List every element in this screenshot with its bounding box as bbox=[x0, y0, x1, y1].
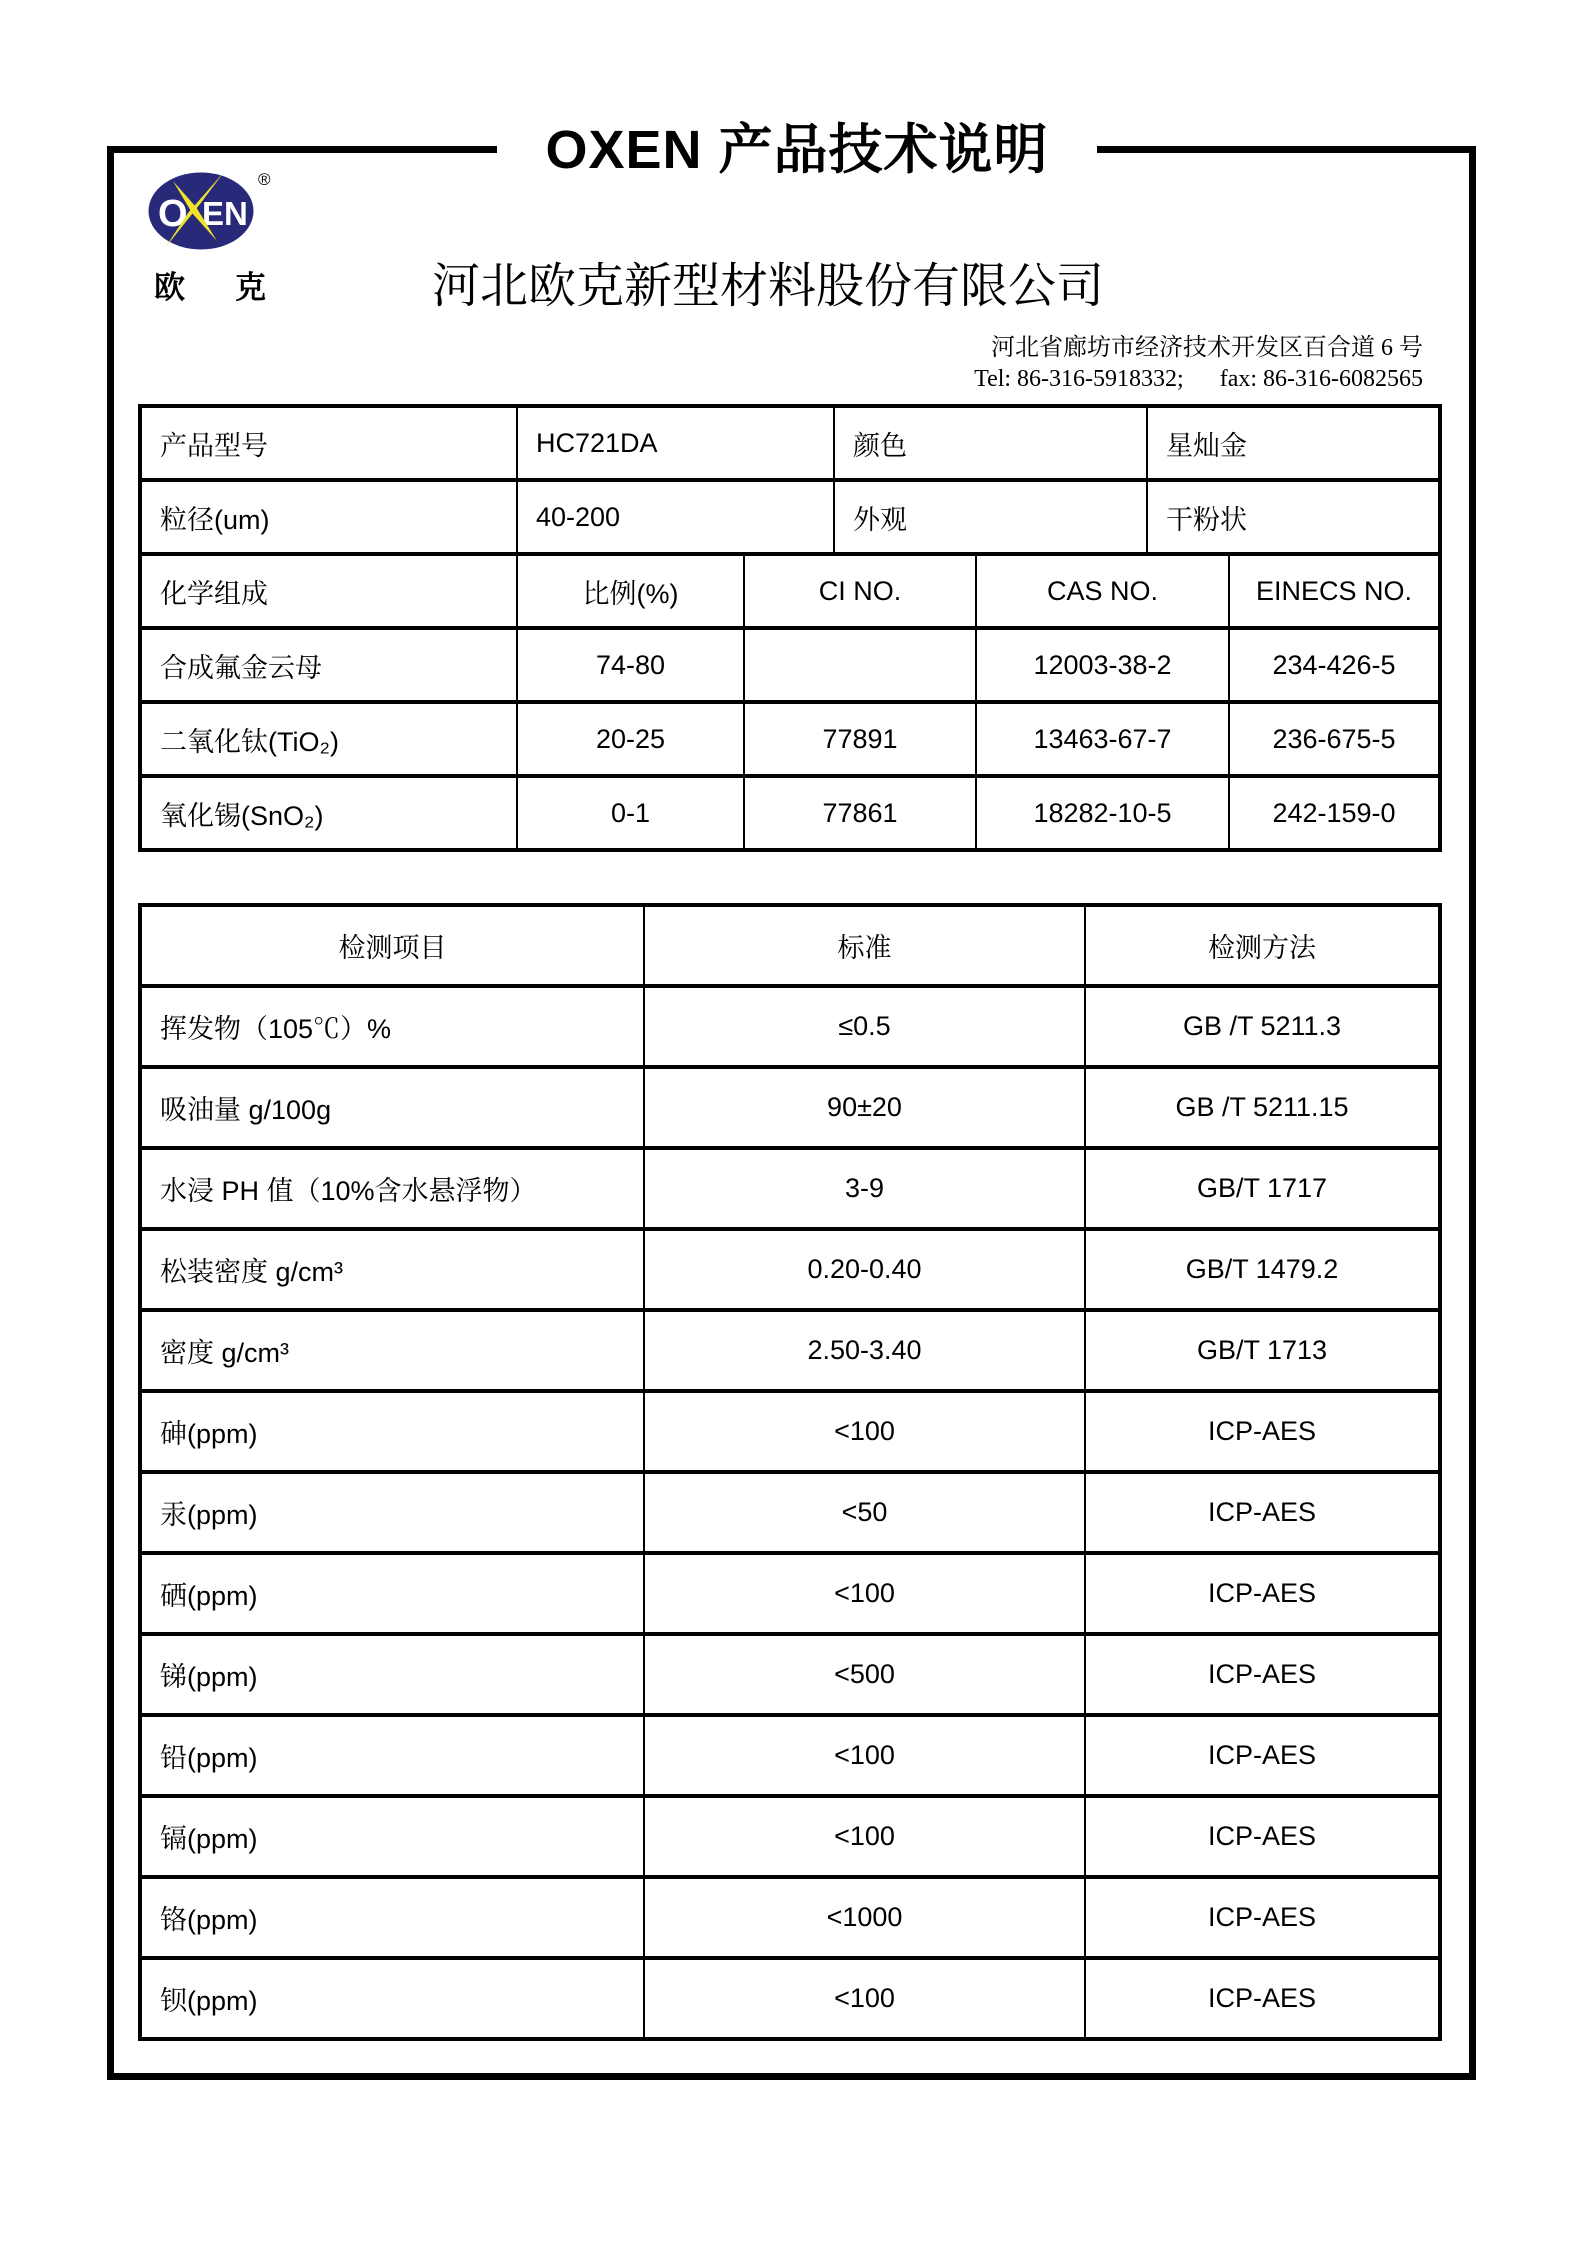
table-row bbox=[140, 1877, 1440, 1958]
table-cell: 0.20-0.40 bbox=[644, 1229, 1085, 1310]
table-row bbox=[140, 480, 1440, 554]
table-header-cell: 检测方法 bbox=[1085, 905, 1440, 986]
table-cell: <1000 bbox=[644, 1877, 1085, 1958]
company-contact bbox=[974, 333, 1423, 395]
table-cell: 12003-38-2 bbox=[976, 628, 1229, 702]
logo-caption bbox=[148, 260, 270, 307]
table-cell: 颜色 bbox=[834, 406, 1147, 480]
table-cell: 2.50-3.40 bbox=[644, 1310, 1085, 1391]
table-cell: 干粉状 bbox=[1147, 480, 1440, 554]
table-row bbox=[140, 702, 1440, 776]
table-header-cell: 化学组成 bbox=[140, 554, 517, 628]
table-cell: 合成氟金云母 bbox=[140, 628, 517, 702]
table-cell: 汞(ppm) bbox=[140, 1472, 644, 1553]
table-cell: ICP-AES bbox=[1085, 1634, 1440, 1715]
table-cell bbox=[744, 628, 976, 702]
content-frame bbox=[107, 146, 1476, 2080]
test-table-section bbox=[138, 903, 1438, 2041]
table-cell: <500 bbox=[644, 1634, 1085, 1715]
table-cell: GB/T 1713 bbox=[1085, 1310, 1440, 1391]
table-cell: <100 bbox=[644, 1391, 1085, 1472]
table-cell: 236-675-5 bbox=[1229, 702, 1440, 776]
table-cell: 钡(ppm) bbox=[140, 1958, 644, 2039]
svg-text:O: O bbox=[158, 193, 188, 235]
table-header-cell: CI NO. bbox=[744, 554, 976, 628]
table-cell: ICP-AES bbox=[1085, 1715, 1440, 1796]
table-header-cell: 比例(%) bbox=[517, 554, 744, 628]
table-cell: ICP-AES bbox=[1085, 1472, 1440, 1553]
table-row bbox=[140, 1067, 1440, 1148]
table-cell: 粒径(um) bbox=[140, 480, 517, 554]
logo-caption-right: 克 bbox=[235, 270, 266, 305]
table-row bbox=[140, 1472, 1440, 1553]
table-cell: 氧化锡(SnO₂) bbox=[140, 776, 517, 850]
table-header-cell: EINECS NO. bbox=[1229, 554, 1440, 628]
company-logo bbox=[148, 167, 318, 307]
table-cell: GB /T 5211.15 bbox=[1085, 1067, 1440, 1148]
table-header-cell: 检测项目 bbox=[140, 905, 644, 986]
table-cell: 40-200 bbox=[517, 480, 834, 554]
table-cell: 锑(ppm) bbox=[140, 1634, 644, 1715]
test-items-table bbox=[138, 903, 1442, 2041]
table-cell: GB/T 1479.2 bbox=[1085, 1229, 1440, 1310]
company-telfax: Tel: 86-316-5918332; fax: 86-316-6082565 bbox=[974, 366, 1423, 392]
table-cell: 铬(ppm) bbox=[140, 1877, 644, 1958]
table-header-cell: 标准 bbox=[644, 905, 1085, 986]
table-cell: <100 bbox=[644, 1553, 1085, 1634]
company-address: 河北省廊坊市经济技术开发区百合道 6 号 bbox=[991, 335, 1423, 361]
table-cell: 3-9 bbox=[644, 1148, 1085, 1229]
table-row bbox=[140, 1391, 1440, 1472]
table-cell: 74-80 bbox=[517, 628, 744, 702]
table-cell: 密度 g/cm³ bbox=[140, 1310, 644, 1391]
table-cell: 二氧化钛(TiO₂) bbox=[140, 702, 517, 776]
table-row bbox=[140, 1796, 1440, 1877]
product-table-section bbox=[138, 404, 1438, 852]
table-cell: 77861 bbox=[744, 776, 976, 850]
table-cell: ICP-AES bbox=[1085, 1553, 1440, 1634]
page-title: OXEN 产品技术说明 bbox=[497, 106, 1097, 192]
chemical-composition-table bbox=[138, 552, 1442, 852]
table-cell: 0-1 bbox=[517, 776, 744, 850]
table-row bbox=[140, 1715, 1440, 1796]
registered-mark-icon: ® bbox=[258, 170, 271, 189]
table-row bbox=[140, 1148, 1440, 1229]
table-cell: 13463-67-7 bbox=[976, 702, 1229, 776]
table-cell: 18282-10-5 bbox=[976, 776, 1229, 850]
table-cell: <50 bbox=[644, 1472, 1085, 1553]
table-row bbox=[140, 1229, 1440, 1310]
table-row bbox=[140, 554, 1440, 628]
table-cell: 硒(ppm) bbox=[140, 1553, 644, 1634]
table-cell: ICP-AES bbox=[1085, 1958, 1440, 2039]
table-cell: 242-159-0 bbox=[1229, 776, 1440, 850]
table-cell: 77891 bbox=[744, 702, 976, 776]
table-header-cell: CAS NO. bbox=[976, 554, 1229, 628]
table-row bbox=[140, 406, 1440, 480]
table-row bbox=[140, 905, 1440, 986]
table-row bbox=[140, 1634, 1440, 1715]
table-cell: 234-426-5 bbox=[1229, 628, 1440, 702]
table-cell: 星灿金 bbox=[1147, 406, 1440, 480]
table-cell: 挥发物（105℃）% bbox=[140, 986, 644, 1067]
table-cell: 90±20 bbox=[644, 1067, 1085, 1148]
table-cell: <100 bbox=[644, 1796, 1085, 1877]
table-cell: 砷(ppm) bbox=[140, 1391, 644, 1472]
table-cell: ICP-AES bbox=[1085, 1796, 1440, 1877]
table-cell: GB /T 5211.3 bbox=[1085, 986, 1440, 1067]
svg-text:EN: EN bbox=[202, 195, 248, 232]
table-cell: HC721DA bbox=[517, 406, 834, 480]
table-row bbox=[140, 628, 1440, 702]
company-name: 河北欧克新型材料股份有限公司 bbox=[432, 260, 1105, 313]
oxen-logo-icon bbox=[148, 167, 298, 255]
table-row bbox=[140, 776, 1440, 850]
table-row bbox=[140, 1310, 1440, 1391]
table-cell: 吸油量 g/100g bbox=[140, 1067, 644, 1148]
table-cell: 外观 bbox=[834, 480, 1147, 554]
table-cell: ICP-AES bbox=[1085, 1391, 1440, 1472]
table-cell: 20-25 bbox=[517, 702, 744, 776]
table-row bbox=[140, 1958, 1440, 2039]
table-cell: ≤0.5 bbox=[644, 986, 1085, 1067]
table-cell: 铅(ppm) bbox=[140, 1715, 644, 1796]
table-cell: <100 bbox=[644, 1715, 1085, 1796]
table-cell: ICP-AES bbox=[1085, 1877, 1440, 1958]
table-row bbox=[140, 986, 1440, 1067]
table-cell: GB/T 1717 bbox=[1085, 1148, 1440, 1229]
logo-caption-left: 欧 bbox=[154, 270, 185, 305]
product-info-table bbox=[138, 404, 1442, 556]
table-cell: 水浸 PH 值（10%含水悬浮物） bbox=[140, 1148, 644, 1229]
table-cell: <100 bbox=[644, 1958, 1085, 2039]
table-cell: 镉(ppm) bbox=[140, 1796, 644, 1877]
table-cell: 产品型号 bbox=[140, 406, 517, 480]
table-row bbox=[140, 1553, 1440, 1634]
table-cell: 松装密度 g/cm³ bbox=[140, 1229, 644, 1310]
